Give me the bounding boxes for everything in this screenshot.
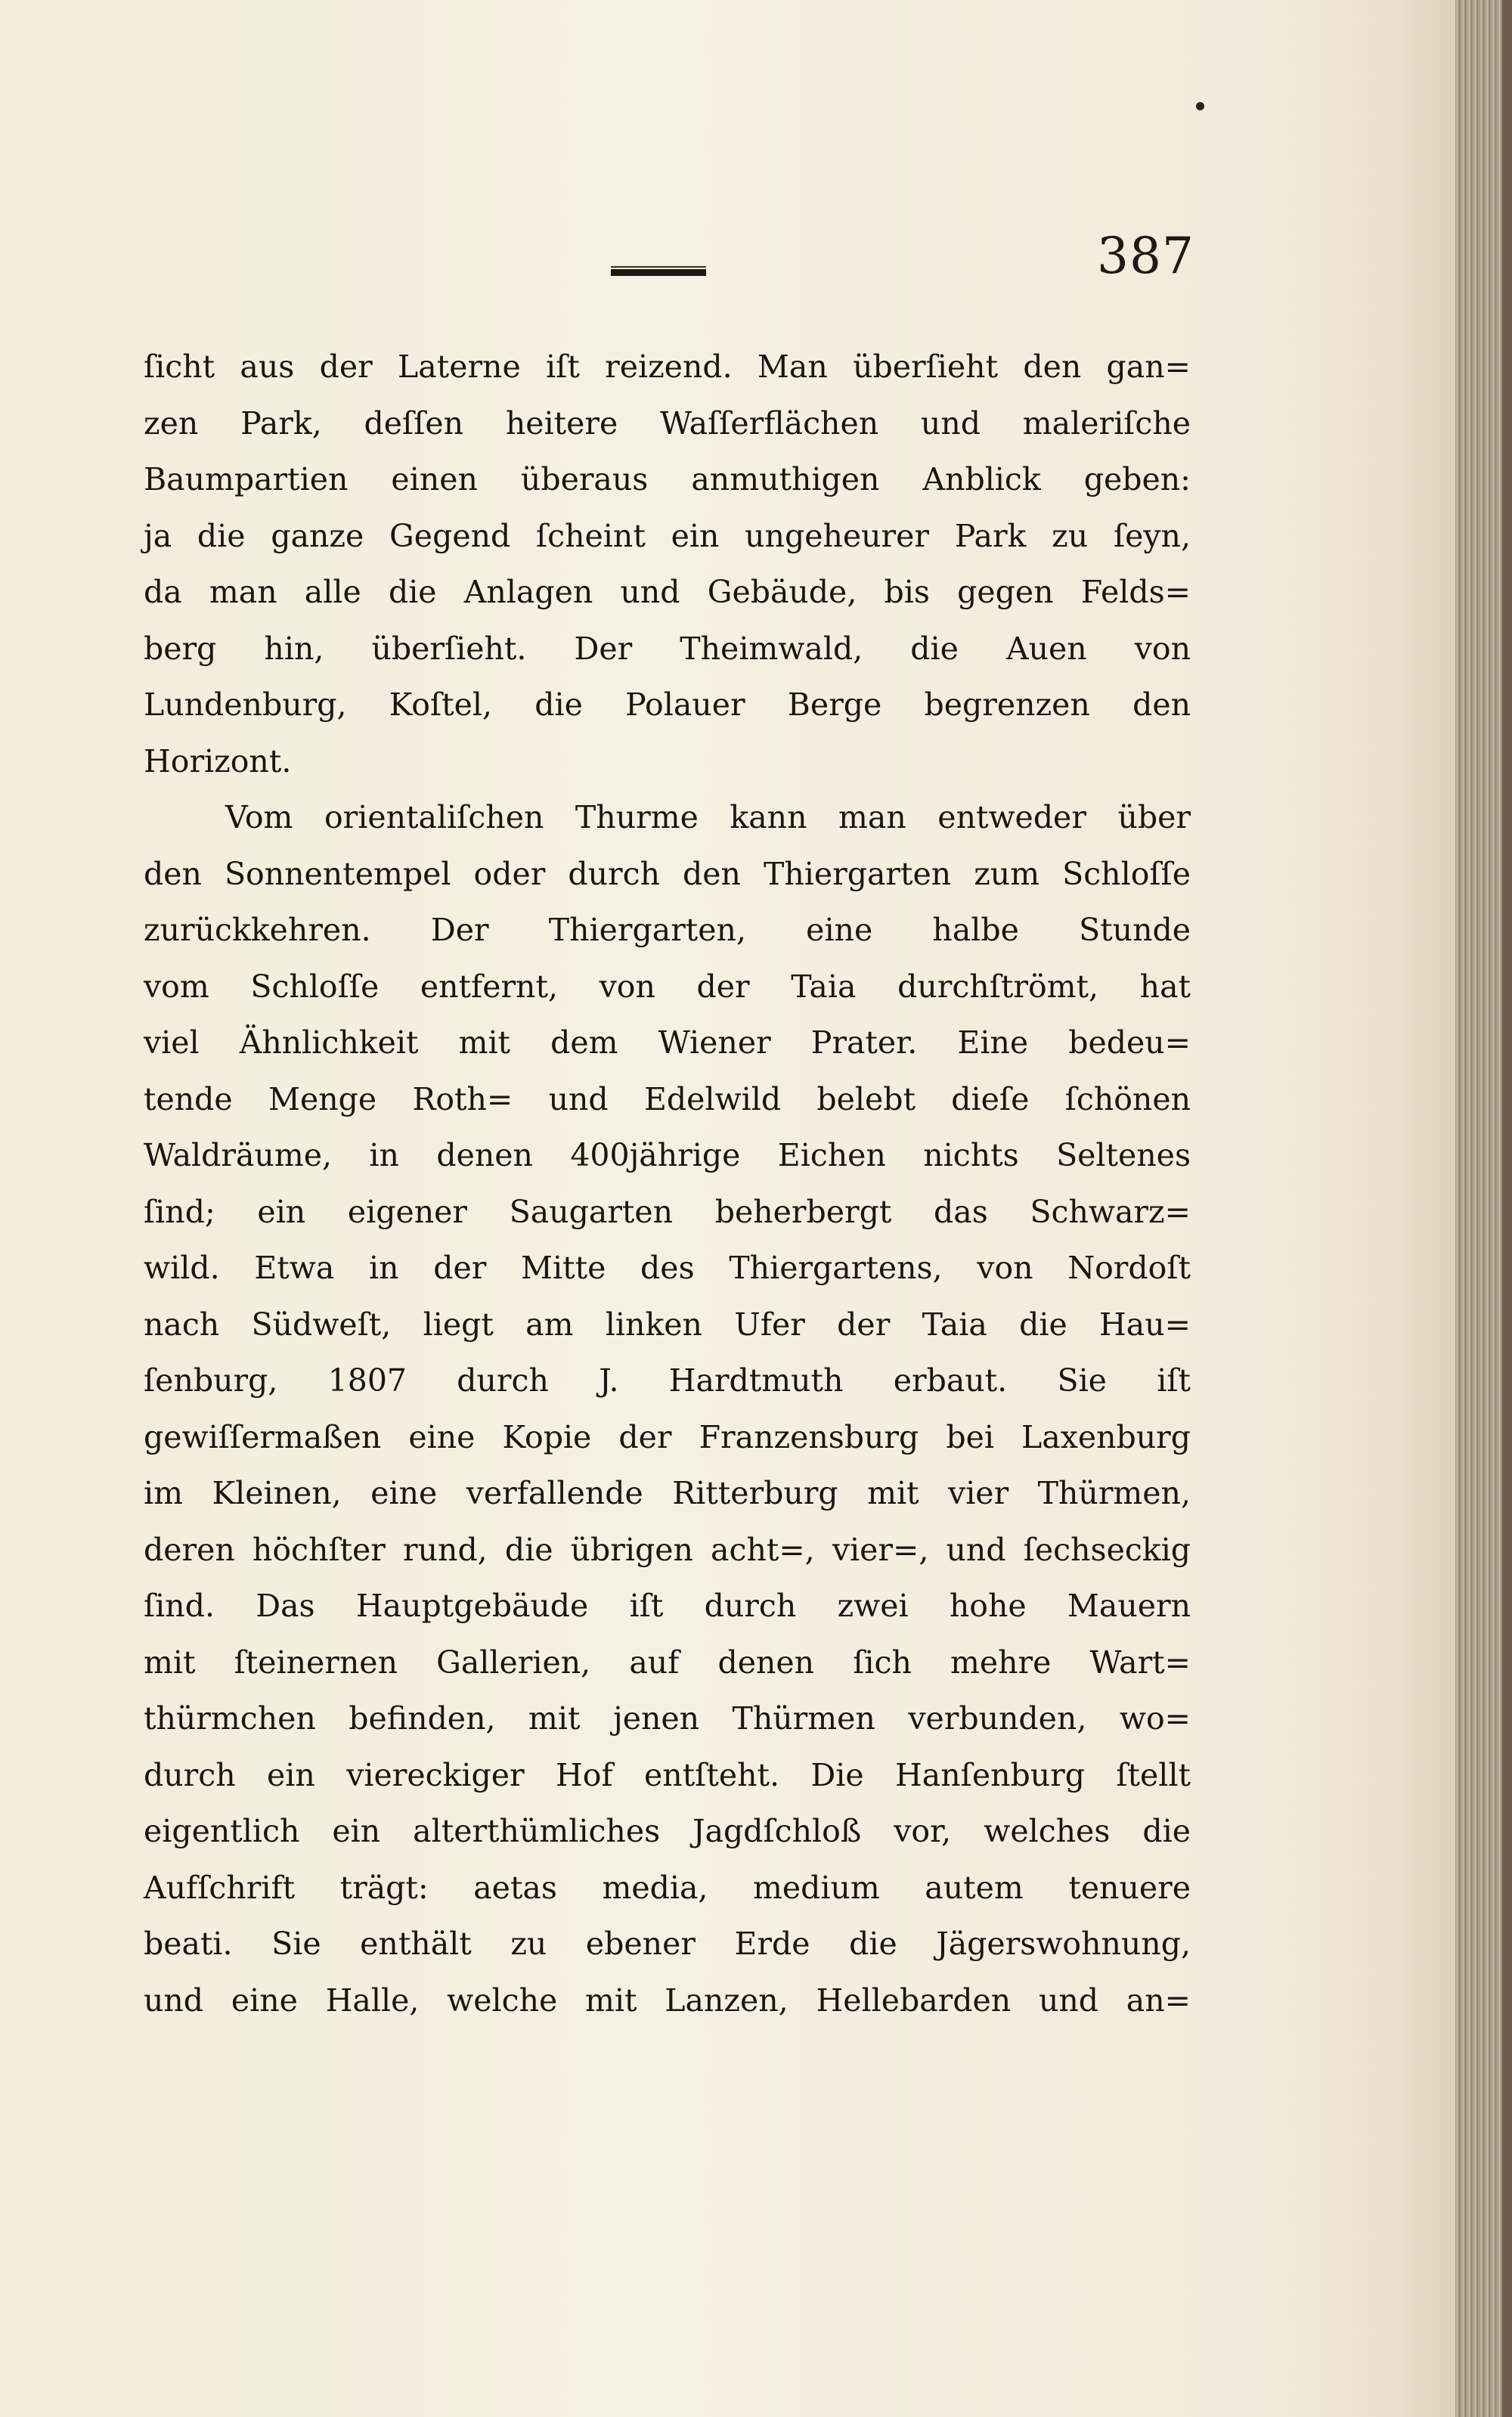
text-line: mit ſteinernen Gallerien, auf denen ſich mehre Wart=: [144, 1644, 1191, 1681]
text-line: Baumpartien einen überaus anmuthigen Anblick geben:: [144, 461, 1191, 497]
page-number: 387: [1097, 227, 1194, 285]
text-line: ja die ganze Gegend ſcheint ein ungeheurer Park zu ſeyn,: [144, 517, 1191, 554]
text-line: thürmchen befinden, mit jenen Thürmen verbunden, wo=: [144, 1700, 1191, 1737]
text-line: wild. Etwa in der Mitte des Thiergartens, von Nordoſt: [144, 1250, 1191, 1286]
text-line: eigentlich ein alterthümliches Jagdſchloß vor, welches die: [144, 1813, 1191, 1849]
text-line: da man alle die Anlagen und Gebäude, bis gegen Felds=: [144, 574, 1191, 610]
text-line: Waldräume, in denen 400jährige Eichen nichts Seltenes: [144, 1137, 1191, 1173]
text-line: Horizont.: [144, 742, 292, 779]
text-line: berg hin, überſieht. Der Theimwald, die Auen von: [144, 630, 1191, 667]
body-text: [144, 339, 1191, 2028]
text-line: und eine Halle, welche mit Lanzen, Hellebarden und an=: [144, 1982, 1191, 2019]
text-line: Vom orientaliſchen Thurme kann man entweder über: [225, 799, 1191, 835]
ink-speck: [1196, 102, 1204, 110]
text-line: nach Südweſt, liegt am linken Ufer der Taia die Hau=: [144, 1306, 1191, 1343]
text-line: ſicht aus der Laterne iſt reizend. Man überſieht den gan=: [144, 349, 1191, 385]
text-line: gewiſſermaßen eine Kopie der Franzensburg bei Laxenburg: [144, 1418, 1191, 1455]
text-line: den Sonnentempel oder durch den Thiergarten zum Schloſſe: [144, 855, 1191, 892]
text-line: vom Schloſſe entfernt, von der Taia durchſtrömt, hat: [144, 968, 1191, 1005]
text-line: beati. Sie enthält zu ebener Erde die Jägerswohnung,: [144, 1926, 1191, 1962]
text-line: viel Ähnlichkeit mit dem Wiener Prater. Eine bedeu=: [144, 1024, 1191, 1061]
binding-shadow: [1502, 0, 1512, 2417]
header-rule-thin: [611, 266, 706, 268]
text-line: Aufſchrift trägt: aetas media, medium autem tenuere: [144, 1869, 1191, 1906]
text-line: tende Menge Roth= und Edelwild belebt dieſe ſchönen: [144, 1080, 1191, 1117]
page-edges: [1455, 0, 1502, 2417]
text-line: ſenburg, 1807 durch J. Hardtmuth erbaut. Sie iſt: [144, 1362, 1191, 1399]
text-line: deren höchſter rund, die übrigen acht=, vier=, und ſechseckig: [144, 1531, 1191, 1568]
text-line: zen Park, deſſen heitere Waſſerflächen und maleriſche: [144, 404, 1191, 442]
text-line: ſind; ein eigener Saugarten beherbergt das Schwarz=: [144, 1193, 1191, 1230]
header-rule: [611, 266, 706, 278]
text-line: im Kleinen, eine verfallende Ritterburg mit vier Thürmen,: [144, 1475, 1191, 1511]
text-line: Lundenburg, Koſtel, die Polauer Berge begrenzen den: [144, 686, 1191, 723]
text-line: ſind. Das Hauptgebäude iſt durch zwei hohe Mauern: [144, 1588, 1191, 1624]
header-rule-thick: [611, 269, 706, 276]
text-line: zurückkehren. Der Thiergarten, eine halbe Stunde: [144, 912, 1191, 948]
text-line: durch ein viereckiger Hof entſteht. Die Hanſenburg ſtellt: [144, 1756, 1191, 1793]
